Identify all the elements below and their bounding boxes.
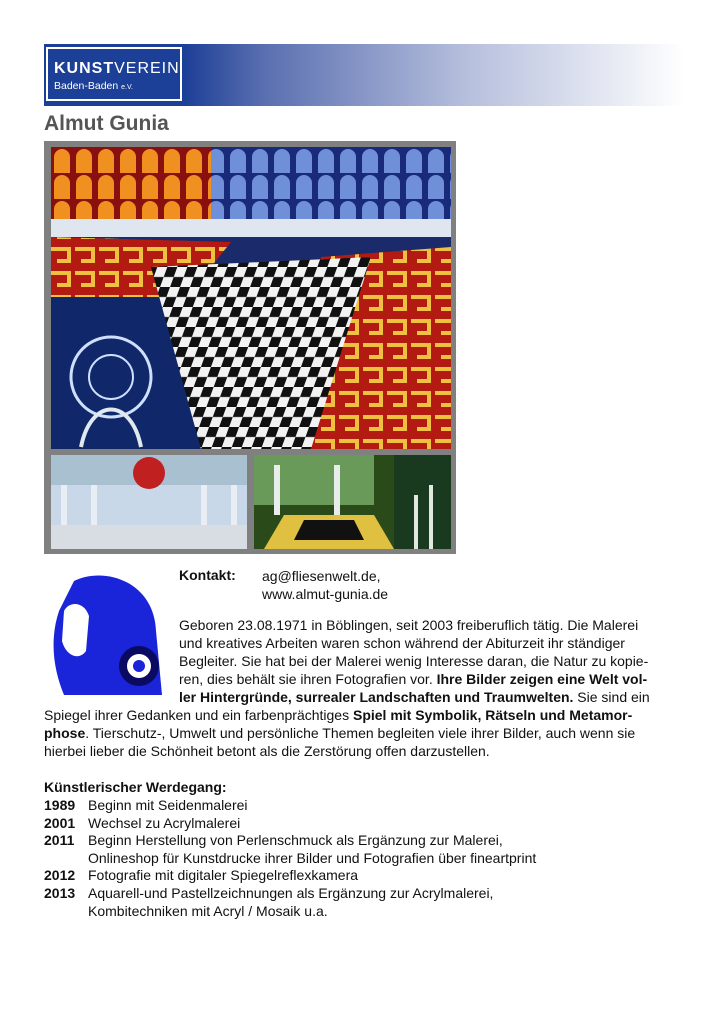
page-title: Almut Gunia <box>44 112 169 135</box>
career-year: 2011 <box>44 832 75 849</box>
bio-highlight: Spiel mit Symbolik, Rätseln und Metamor- <box>352 707 633 723</box>
career-text: Beginn mit Seidenmalerei <box>88 797 248 813</box>
artwork-main <box>51 147 451 449</box>
artwork-thumb-2 <box>254 455 451 549</box>
career-year: 2013 <box>44 884 76 901</box>
bio-line: und kreatives Arbeiten waren schon während der Abiturzeit ihr ständiger <box>179 635 625 651</box>
bio-highlight: Ihre Bilder zeigen eine Welt vol- <box>436 671 648 687</box>
career-text: Aquarell-und Pastellzeichnungen als Ergänzung zur Acrylmalerei, Kombitechniken mit Acryl / Mosaik u.a. <box>88 884 494 919</box>
career-list <box>44 797 536 920</box>
kunstverein-logo: KUNSTVEREIN Baden-Baden e.V. <box>46 47 182 101</box>
contact-details <box>262 567 388 603</box>
career-year: 1989 <box>44 797 76 813</box>
career-entry <box>44 832 536 867</box>
career-text: Fotografie mit digitaler Spiegelreflexkamera <box>88 867 359 884</box>
career-entry <box>44 815 536 833</box>
bio-line: Begleiter. Sie hat bei der Malerei wenig Interesse daran, die Natur zu kopie- <box>179 653 649 669</box>
bio-highlight: ler Hintergründe, surrealer Landschaften und Traumwelten. <box>179 689 574 705</box>
career-year: 2012 <box>44 867 76 884</box>
contact-website[interactable]: www.almut-gunia.de <box>262 586 389 602</box>
bio-highlight: phose <box>44 725 86 741</box>
bio-line: ren, dies behält sie ihren Fotografien vor. <box>179 671 437 687</box>
career-text: Beginn Herstellung von Perlenschmuck als Ergänzung zur Malerei, Onlineshop für Kunstdrucke ihrer Bilder und Fotografien über fineartprint <box>88 832 537 866</box>
career-entry <box>44 885 536 920</box>
career-text: Wechsel zu Acrylmalerei <box>88 814 241 831</box>
career-heading: Künstlerischer Werdegang: <box>44 779 227 795</box>
contact-label: Kontakt: <box>179 567 236 583</box>
artwork-thumb-1 <box>51 455 247 549</box>
career-entry <box>44 797 536 815</box>
biography: Geboren 23.08.1971 in Böblingen, seit 2003 freiberuflich tätig. Die Malerei und kreatives Arbeiten waren schon während der Abiturzeit ihr ständiger Begleiter. Sie hat bei der Malerei wenig Interesse daran, die Natur zu kopie- ren, dies behält sie ihren Fotografien vor. Ihre Bilder zeigen eine Welt vol- ler Hintergründe, surrealer Landschaften und Traumwelten. Sie sind ein Spiegel ihrer Gedanken und ein farbenprächtiges Spiel mit Symbolik, Rätseln und Metamor- phose. Tierschutz-, Umwelt und persönliche Themen begleiten viele ihrer Bilder, auch wenn sie hierbei lieber die Schönheit betont als die Zerstörung offen darzustellen. <box>44 617 650 759</box>
career-entry <box>44 867 536 885</box>
contact-email[interactable]: ag@fliesenwelt.de, <box>262 568 381 584</box>
bio-line: Geboren 23.08.1971 in Böblingen, seit 2003 freiberuflich tätig. Die Malerei <box>179 617 639 633</box>
career-year: 2001 <box>44 814 76 831</box>
